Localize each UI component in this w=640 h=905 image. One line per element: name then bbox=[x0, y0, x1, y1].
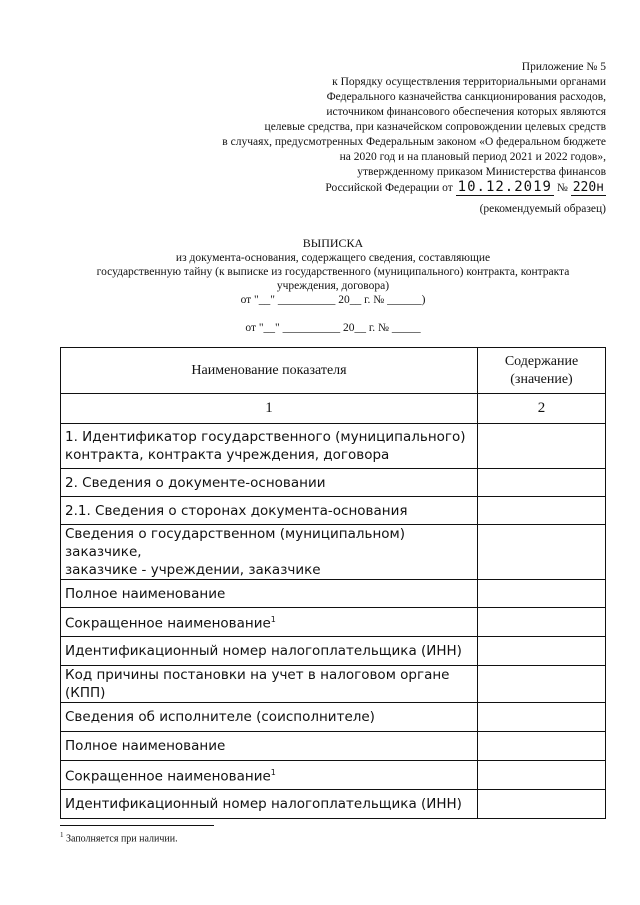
table-row bbox=[61, 580, 606, 608]
row-label: Сведения о государственном (муниципальном) заказчике, заказчике - учреждении, заказчике bbox=[61, 525, 478, 580]
table-row bbox=[61, 637, 606, 666]
footnote-divider bbox=[60, 825, 214, 826]
row-value-cell bbox=[478, 790, 606, 819]
row-label: Код причины постановки на учет в налоговом органе (КПП) bbox=[61, 666, 478, 703]
row-label: 2.1. Сведения о сторонах документа-основания bbox=[61, 497, 478, 525]
order-date: 10.12.2019 bbox=[457, 179, 552, 195]
footnote bbox=[60, 831, 178, 844]
row-label: 1. Идентификатор государственного (муниципального) контракта, контракта учреждения, договора bbox=[61, 424, 478, 469]
order-no-label: № bbox=[556, 182, 568, 194]
column-number-row bbox=[61, 394, 606, 424]
order-line bbox=[166, 180, 606, 196]
row-label: Идентификационный номер налогоплательщика (ИНН) bbox=[61, 790, 478, 819]
row-value-cell bbox=[478, 608, 606, 637]
footnote-marker: 1 bbox=[60, 831, 64, 839]
extract-table bbox=[60, 347, 606, 819]
row-label: 2. Сведения о документе-основании bbox=[61, 469, 478, 497]
document-title-block bbox=[60, 236, 606, 335]
row-value-cell bbox=[478, 732, 606, 761]
footnote-text: Заполняется при наличии. bbox=[63, 833, 178, 845]
title-subline: государственную тайну (к выписке из государственного (муниципального) контракта, контракта bbox=[96, 266, 570, 278]
header-line: к Порядку осуществления территориальными органами bbox=[332, 76, 606, 88]
row-value-cell bbox=[478, 497, 606, 525]
row-label: Полное наименование bbox=[61, 732, 478, 761]
table-row bbox=[61, 424, 606, 469]
column-header-indicator: Наименование показателя bbox=[61, 348, 478, 394]
header-line: на 2020 год и на плановый период 2021 и 2022 годов», bbox=[339, 151, 606, 163]
appendix-header bbox=[166, 60, 606, 196]
header-line: Приложение № 5 bbox=[521, 61, 606, 73]
table-row bbox=[61, 790, 606, 819]
table-row bbox=[61, 666, 606, 703]
row-value-cell bbox=[478, 580, 606, 608]
row-value-cell bbox=[478, 666, 606, 703]
row-value-cell bbox=[478, 525, 606, 580]
order-number: 220н bbox=[572, 180, 604, 195]
row-label: Сокращенное наименование$^1$ bbox=[61, 761, 478, 790]
table-row bbox=[61, 497, 606, 525]
row-value-cell bbox=[478, 761, 606, 790]
table-header-row bbox=[61, 348, 606, 394]
title-subline: учреждения, договора) bbox=[276, 280, 390, 292]
row-value-cell bbox=[478, 703, 606, 732]
footnote-ref: 1 bbox=[270, 768, 276, 778]
date-line: от "__" __________ 20__ г. № _____ bbox=[245, 322, 421, 334]
row-label: Сведения об исполнителе (соисполнителе) bbox=[61, 703, 478, 732]
row-label: Сокращенное наименование$^1$ bbox=[61, 608, 478, 637]
header-line: в случаях, предусмотренных Федеральным законом «О федеральном бюджете bbox=[222, 136, 606, 148]
header-line: целевые средства, при казначейском сопровождении целевых средств bbox=[264, 121, 606, 133]
row-label: Полное наименование bbox=[61, 580, 478, 608]
row-value-cell bbox=[478, 424, 606, 469]
table-row bbox=[61, 469, 606, 497]
document-title: ВЫПИСКА bbox=[302, 236, 364, 250]
table-row bbox=[61, 732, 606, 761]
header-line: утвержденному приказом Министерства финансов bbox=[357, 166, 606, 178]
date-line: от "__" __________ 20__ г. № ______) bbox=[240, 294, 426, 306]
header-line: источником финансового обеспечения которых являются bbox=[326, 106, 606, 118]
header-line: Федерального казначейства санкционирования расходов, bbox=[326, 91, 606, 103]
order-prefix: Российской Федерации от bbox=[325, 182, 453, 194]
table-row bbox=[61, 525, 606, 580]
row-label: Идентификационный номер налогоплательщика (ИНН) bbox=[61, 637, 478, 666]
column-number: 2 bbox=[478, 394, 606, 424]
footnote-ref: 1 bbox=[270, 615, 276, 625]
column-number: 1 bbox=[61, 394, 478, 424]
column-header-value: Содержание (значение) bbox=[478, 348, 606, 394]
row-value-cell bbox=[478, 637, 606, 666]
table-row bbox=[61, 761, 606, 790]
table-row bbox=[61, 703, 606, 732]
row-value-cell bbox=[478, 469, 606, 497]
title-subline: из документа-основания, содержащего сведения, составляющие bbox=[175, 252, 491, 264]
recommended-sample-note: (рекомендуемый образец) bbox=[479, 203, 606, 215]
table-row bbox=[61, 608, 606, 637]
